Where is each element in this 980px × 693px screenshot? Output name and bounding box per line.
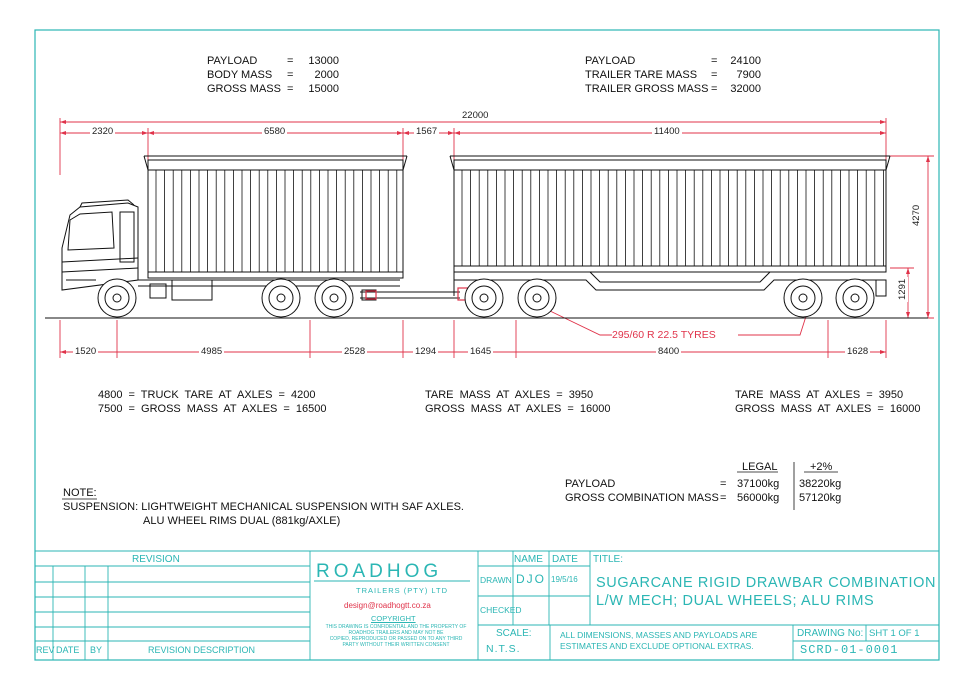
- scale-value: N.T.S.: [486, 643, 521, 655]
- date-column: DATE: [56, 645, 80, 655]
- gcm-plus: 57120kg: [799, 492, 842, 504]
- trailer-tare-label: TRAILER TARE MASS: [585, 69, 698, 81]
- note-line2: ALU WHEEL RIMS DUAL (881kg/AXLE): [143, 515, 341, 527]
- dim-bottom-b: 4985: [201, 346, 223, 357]
- name-header: NAME: [514, 554, 543, 565]
- trailer-gross-eq: =: [711, 83, 718, 95]
- trailer-rear-tare: TARE MASS AT AXLES = 3950: [735, 389, 904, 401]
- company-subtitle: TRAILERS (PTY) LTD: [356, 586, 449, 595]
- drawn-date: 19/5/16: [551, 575, 578, 584]
- truck-payload-value: 13000: [308, 55, 339, 67]
- dim-truck-body: 6580: [264, 126, 286, 137]
- truck-body-mass-eq: =: [287, 69, 294, 81]
- truck-body-mass-value: 2000: [314, 69, 339, 81]
- trailer-payload-eq: =: [711, 55, 718, 67]
- checked-label: CHECKED: [480, 605, 522, 615]
- scale-label: SCALE:: [496, 628, 532, 639]
- truck-tare-at-axles: 4800 = TRUCK TARE AT AXLES = 4200: [98, 389, 316, 401]
- trailer-drawing: [450, 156, 890, 296]
- dim-bottom-a: 1520: [75, 346, 97, 357]
- sheet-number: SHT 1 OF 1: [869, 628, 920, 639]
- drawn-by: DJO: [516, 572, 546, 586]
- gcm-eq: =: [720, 492, 727, 504]
- truck-body-mass-label: BODY MASS: [207, 69, 273, 81]
- note-line1: SUSPENSION: LIGHTWEIGHT MECHANICAL SUSPENSION WITH SAF AXLES.: [63, 501, 464, 513]
- company-logo-text: ROADHOG: [316, 561, 443, 582]
- gcm-legal: 56000kg: [737, 492, 780, 504]
- wheel-hub: [799, 294, 807, 302]
- gcm-label: GROSS COMBINATION MASS: [565, 492, 719, 504]
- by-column: BY: [90, 645, 103, 655]
- dim-bottom-e: 1645: [470, 346, 492, 357]
- rev-column: REV: [36, 645, 55, 655]
- combination-payload-legal: 37100kg: [737, 478, 780, 490]
- wheel-hub: [480, 294, 488, 302]
- dim-front-overhang: 2320: [92, 126, 114, 137]
- copyright-text2: ROADHOG TRAILERS AND MAY NOT BE: [348, 630, 444, 636]
- drawing-code: SCRD-01-0001: [800, 643, 899, 657]
- dim-bottom-c: 2528: [344, 346, 366, 357]
- copyright-text1: THIS DRAWING IS CONFIDENTIAL AND THE PROPERTY OF: [325, 624, 467, 630]
- truck-drawing: [62, 156, 460, 300]
- truck-payload-eq: =: [287, 55, 294, 67]
- copyright-text3: COPIED, REPRODUCED OR PASSED ON TO ANY THIRD: [329, 636, 463, 642]
- dim-gap: 1567: [416, 126, 438, 137]
- trailer-front-tare: TARE MASS AT AXLES = 3950: [425, 389, 594, 401]
- legal-header: LEGAL: [742, 461, 778, 473]
- copyright-title: COPYRIGHT: [371, 614, 416, 623]
- revision-description-column: REVISION DESCRIPTION: [148, 645, 256, 655]
- date-header: DATE: [552, 554, 578, 565]
- drawing-title-line1: SUGARCANE RIGID DRAWBAR COMBINATION: [596, 575, 937, 591]
- truck-gross-at-axles: 7500 = GROSS MASS AT AXLES = 16500: [98, 403, 327, 415]
- wheel-hub: [113, 294, 121, 302]
- trailer-front-gross: GROSS MASS AT AXLES = 16000: [425, 403, 611, 415]
- trailer-payload-value: 24100: [730, 55, 761, 67]
- truck-gross-mass-label: GROSS MASS: [207, 83, 281, 95]
- trailer-gross-value: 32000: [730, 83, 761, 95]
- note-title: NOTE:: [63, 487, 97, 499]
- dim-deck-height: 1291: [897, 278, 908, 300]
- trailer-tare-eq: =: [711, 69, 718, 81]
- trailer-payload-label: PAYLOAD: [585, 55, 636, 67]
- title-header: TITLE:: [593, 554, 624, 565]
- sheet-border: [35, 30, 939, 660]
- dim-trailer-body: 11400: [654, 126, 680, 137]
- wheel-hub: [533, 294, 541, 302]
- revision-header: REVISION: [132, 554, 180, 565]
- wheels: [98, 279, 874, 317]
- tyres-label: 295/60 R 22.5 TYRES: [612, 329, 716, 341]
- dim-overall-length: 22000: [462, 110, 489, 121]
- truck-gross-mass-value: 15000: [308, 83, 339, 95]
- trailer-tare-value: 7900: [736, 69, 761, 81]
- dim-bottom-d: 1294: [415, 346, 437, 357]
- truck-payload-label: PAYLOAD: [207, 55, 258, 67]
- drawing-title-line2: L/W MECH; DUAL WHEELS; ALU RIMS: [596, 593, 875, 609]
- disclaimer-line2: ESTIMATES AND EXCLUDE OPTIONAL EXTRAS.: [560, 641, 754, 651]
- dim-bottom-f: 8400: [658, 346, 680, 357]
- drawing-no-label: DRAWING No:: [797, 628, 864, 639]
- disclaimer-line1: ALL DIMENSIONS, MASSES AND PAYLOADS ARE: [560, 630, 758, 640]
- wheel-hub: [851, 294, 859, 302]
- copyright-text4: PARTY WITHOUT THEIR WRITTEN CONSENT: [342, 642, 450, 648]
- company-email: design@roadhogtt.co.za: [344, 601, 431, 610]
- combination-payload-eq: =: [720, 478, 727, 490]
- combination-payload-plus: 38220kg: [799, 478, 842, 490]
- trailer-gross-label: TRAILER GROSS MASS: [585, 83, 709, 95]
- plus-header: +2%: [810, 461, 833, 473]
- wheel-hub: [330, 294, 338, 302]
- trailer-rear-gross: GROSS MASS AT AXLES = 16000: [735, 403, 921, 415]
- truck-gross-mass-eq: =: [287, 83, 294, 95]
- dim-height: 4270: [911, 204, 922, 226]
- combination-payload-label: PAYLOAD: [565, 478, 616, 490]
- wheel-hub: [277, 294, 285, 302]
- dim-bottom-g: 1628: [847, 346, 869, 357]
- drawn-label: DRAWN: [480, 575, 512, 585]
